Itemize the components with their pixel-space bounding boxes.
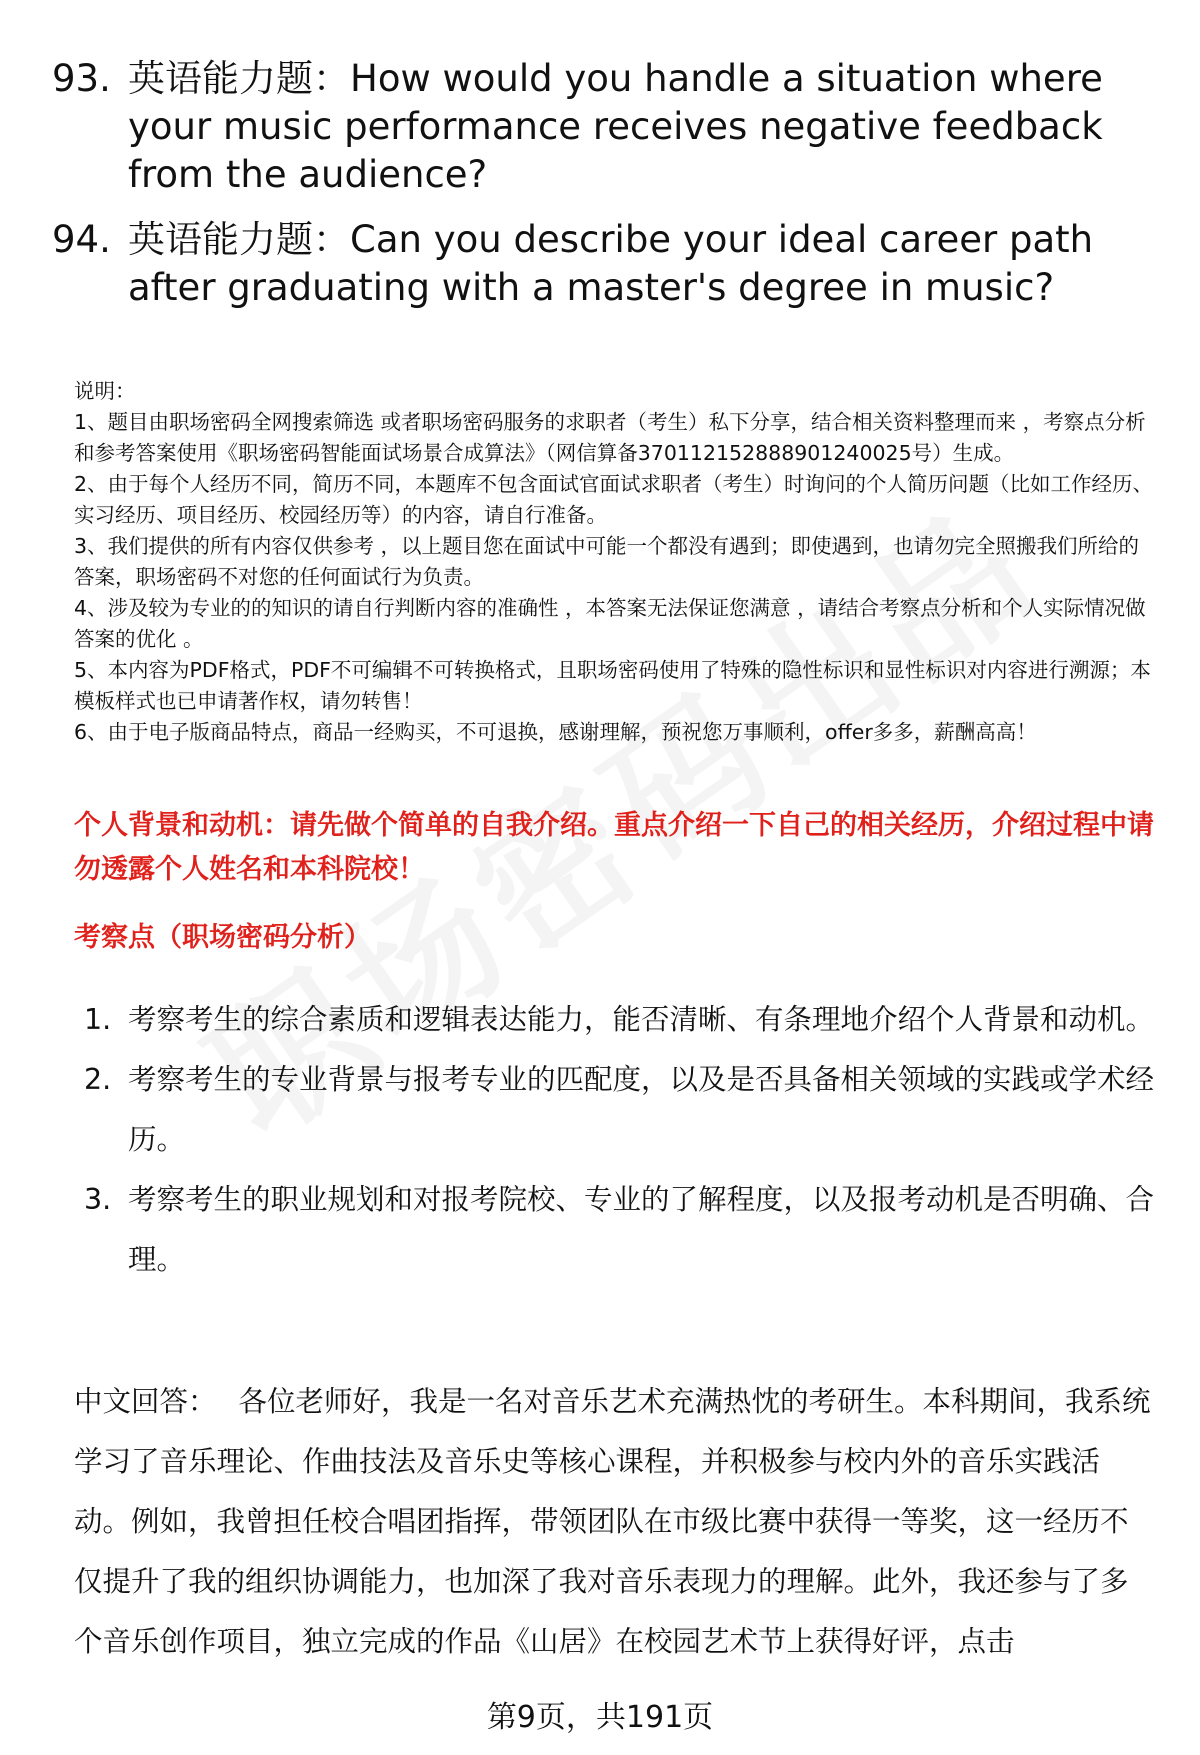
question-93	[52, 55, 1152, 199]
point-text: 考察考生的职业规划和对报考院校、专业的了解程度，以及报考动机是否明确、合理。	[128, 1183, 1155, 1276]
note-item: 1、题目由职场密码全网搜索筛选 或者职场密码服务的求职者（考生）私下分享，结合相关资料整理而来 ，考察点分析和参考答案使用《职场密码智能面试场景合成算法》（网信算备370112152888901240025号）生成。	[74, 410, 1146, 465]
point-text: 考察考生的综合素质和逻辑表达能力，能否清晰、有条理地介绍个人背景和动机。	[128, 1003, 1155, 1036]
note-item: 3、我们提供的所有内容仅供参考 ，以上题目您在面试中可能一个都没有遇到；即使遇到，也请勿完全照搬我们所给的答案，职场密码不对您的任何面试行为负责。	[74, 534, 1140, 589]
analysis-heading: 考察点（职场密码分析）	[74, 922, 371, 953]
question-number: 94.	[52, 218, 111, 261]
note-item: 4、涉及较为专业的的知识的请自行判断内容的准确性 ，本答案无法保证您满意 ，请结合考察点分析和个人实际情况做答案的优化 。	[74, 596, 1146, 651]
notes-section	[74, 376, 1154, 748]
point-number: 1.	[84, 1003, 112, 1036]
note-item: 5、本内容为PDF格式，PDF不可编辑不可转换格式，且职场密码使用了特殊的隐性标识和显性标识对内容进行溯源；本模板样式也已申请著作权，请勿转售！	[74, 658, 1151, 713]
question-text: 英语能力题：How would you handle a situation where your music performance receives negative feedback from the audience?	[128, 57, 1103, 196]
answer-label: 中文回答：	[74, 1385, 217, 1418]
point-number: 2.	[84, 1063, 112, 1096]
analysis-point	[84, 1050, 1154, 1170]
point-text: 考察考生的专业背景与报考专业的匹配度，以及是否具备相关领域的实践或学术经历。	[128, 1063, 1155, 1156]
point-number: 3.	[84, 1183, 112, 1216]
analysis-points	[84, 990, 1154, 1290]
page-footer: 第9页，共191页	[486, 1700, 714, 1735]
note-item: 6、由于电子版商品特点，商品一经购买，不可退换，感谢理解，预祝您万事顺利，offer多多，薪酬高高！	[74, 720, 1037, 744]
analysis-point	[84, 990, 1154, 1050]
analysis-point	[84, 1170, 1154, 1290]
answer-section	[74, 1372, 1154, 1672]
notes-title: 说明：	[74, 379, 136, 403]
note-item: 2、由于每个人经历不同，简历不同，本题库不包含面试官面试求职者（考生）时询问的个人简历问题（比如工作经历、实习经历、项目经历、校园经历等）的内容，请自行准备。	[74, 472, 1154, 527]
question-number: 93.	[52, 57, 111, 100]
question-text: 英语能力题：Can you describe your ideal career path after graduating with a master's degree in music?	[128, 218, 1094, 309]
background-question-heading: 个人背景和动机：请先做个简单的自我介绍。重点介绍一下自己的相关经历，介绍过程中请勿透露个人姓名和本科院校！	[74, 810, 1154, 885]
answer-text: 各位老师好，我是一名对音乐艺术充满热忱的考研生。本科期间，我系统学习了音乐理论、作曲技法及音乐史等核心课程，并积极参与校内外的音乐实践活动。例如，我曾担任校合唱团指挥，带领团队在市级比赛中获得一等奖，这一经历不仅提升了我的组织协调能力，也加深了我对音乐表现力的理解。此外，我还参与了多个音乐创作项目，独立完成的作品《山居》在校园艺术节上获得好评，点击	[74, 1385, 1151, 1658]
question-94	[52, 216, 1152, 312]
